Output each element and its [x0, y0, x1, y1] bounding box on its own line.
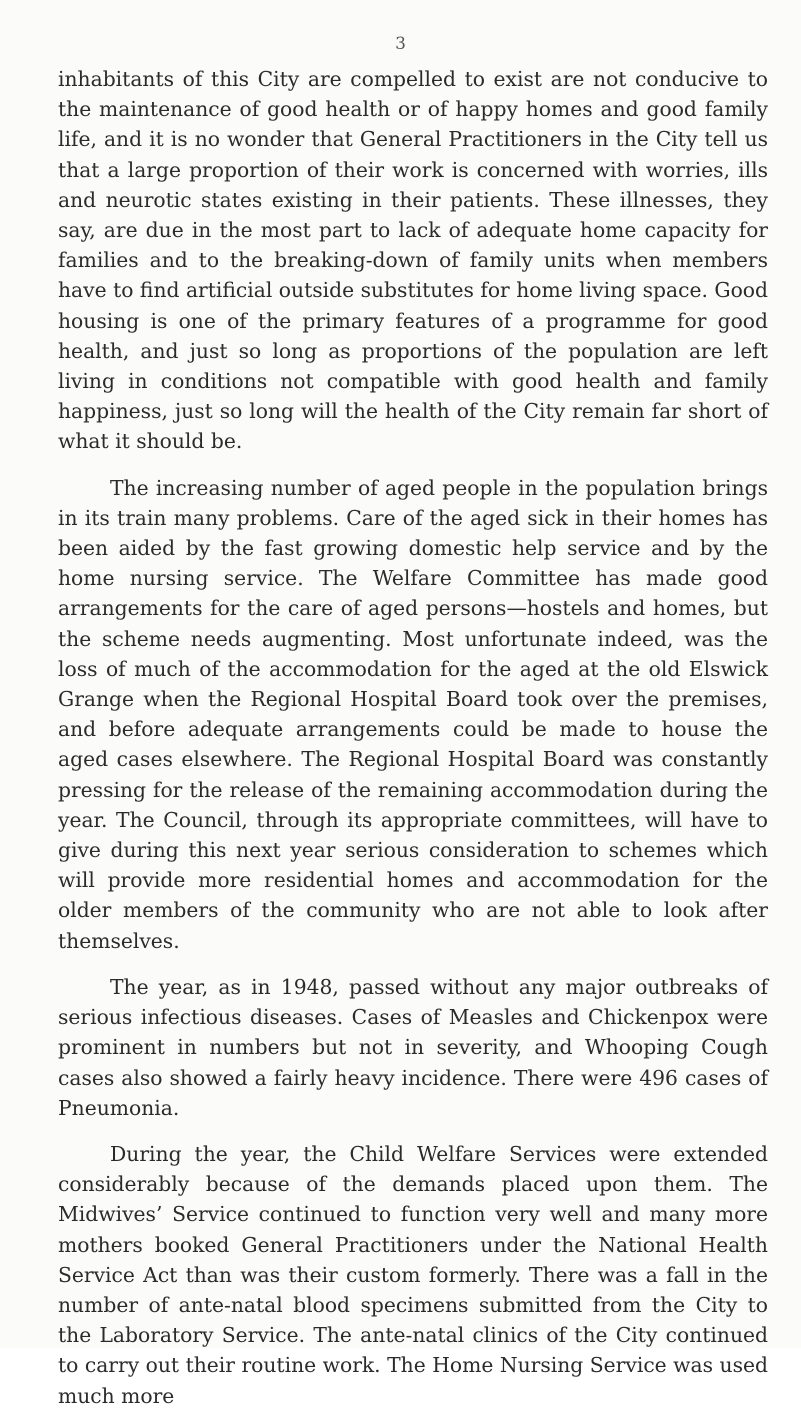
body-text: [58, 64, 768, 1411]
page-number: 3: [395, 34, 406, 54]
paragraph-child-welfare: During the year, the Child Welfare Services were extended considerably because of the demands placed upon them. The Midwives’ Service continued to function very well and many more mothers booked General Practitioners under the National Health Service Act than was their custom formerly. There was a fall in the number of ante-natal blood specimens submitted from the City to the Laboratory Service. The ante-natal clinics of the City continued to carry out their routine work. The Home Nursing Service was used much more: [58, 1141, 768, 1408]
paragraph-infectious-diseases: The year, as in 1948, passed without any major outbreaks of serious infectious diseases. Cases of Measles and Chickenpox were prominent in numbers but not in severity, and Whooping Cough cases also showed a fairly heavy incidence. There were 496 cases of Pneumonia.: [58, 974, 768, 1120]
paragraph-aged-people: The increasing number of aged people in the population brings in its train many problems. Care of the aged sick in their homes has been aided by the fast growing domestic help service and by the home nursing service. The Welfare Committee has made good arrangements for the care of aged persons—hostels and homes, but the scheme needs augmenting. Most unfortunate indeed, was the loss of much of the accommodation for the aged at the old Elswick Grange when the Regional Hospital Board took over the premises, and before adequate arrangements could be made to house the aged cases elsewhere. The Regional Hospital Board was constantly pressing for the release of the remaining accommodation during the year. The Council, through its appropriate committees, will have to give during this next year serious consideration to schemes which will provide more residential homes and accommodation for the older members of the community who are not able to look after themselves.: [58, 475, 768, 953]
paragraph-housing-health: inhabitants of this City are compelled to exist are not conducive to the maintenance of good health or of happy homes and good family life, and it is no wonder that General Practitioners in the City tell us that a large proportion of their work is concerned with worries, ills and neurotic states existing in their patients. These illnesses, they say, are due in the most part to lack of adequate home capacity for families and to the breaking-down of family units when members have to find artificial outside substitutes for home living space. Good housing is one of the primary features of a programme for good health, and just so long as proportions of the population are left living in conditions not compatible with good health and family happiness, just so long will the health of the City remain far short of what it should be.: [58, 67, 768, 454]
